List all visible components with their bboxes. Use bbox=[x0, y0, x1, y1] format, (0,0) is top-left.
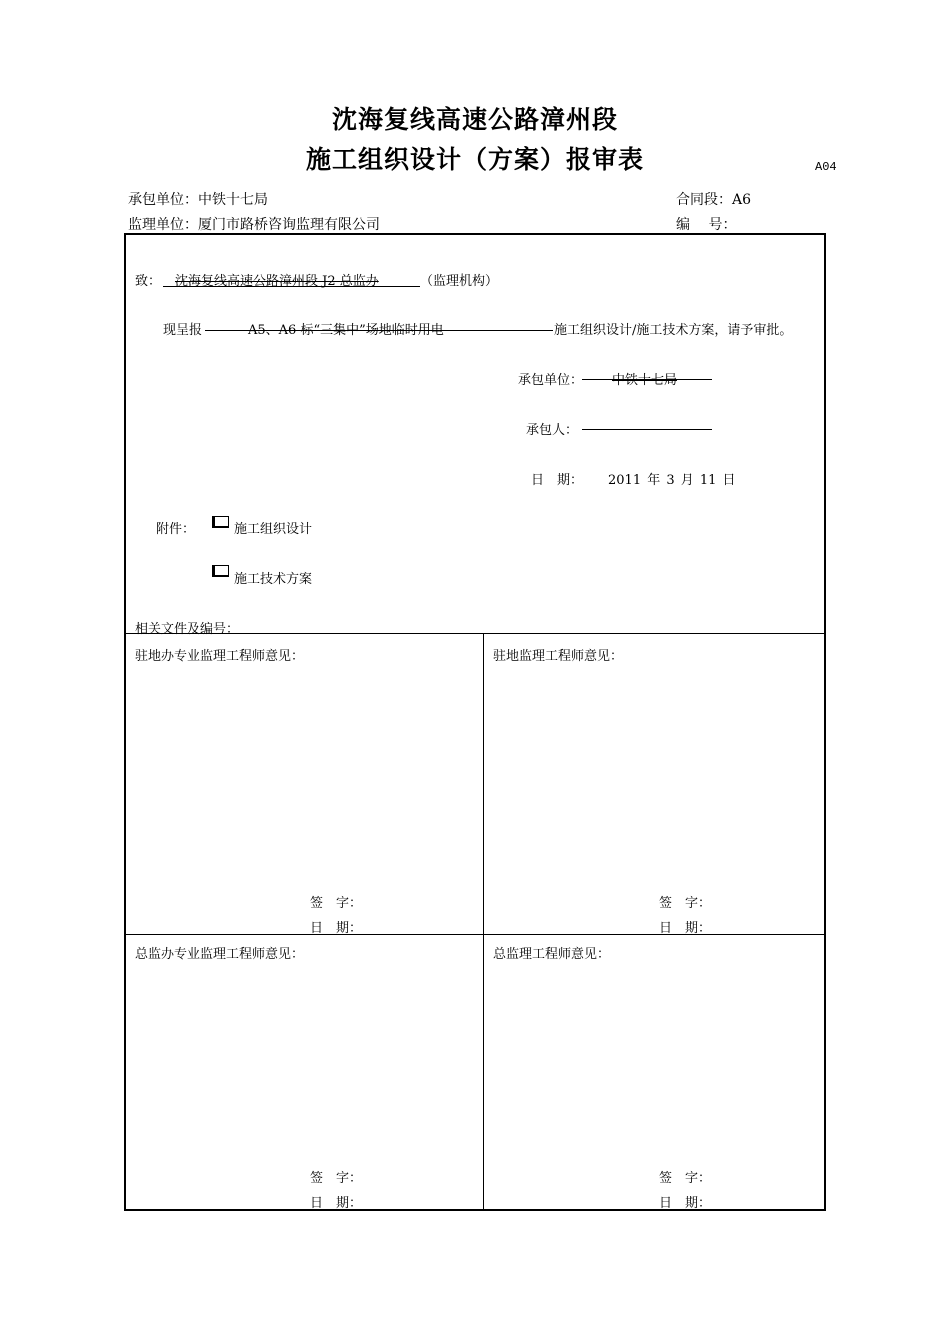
column-divider bbox=[483, 633, 484, 1210]
date-label: 日 期： bbox=[659, 921, 712, 936]
attachment-tech-plan: 施工技术方案 bbox=[234, 572, 313, 587]
sign-label: 签 字： bbox=[310, 1171, 363, 1186]
document-title-line2: 施工组织设计（方案）报审表 bbox=[305, 145, 644, 174]
chief-engineer-opinion-label: 总监理工程师意见： bbox=[493, 947, 611, 962]
contract-section: 合同段：A6 bbox=[676, 192, 752, 208]
resident-engineer-opinion-label: 驻地监理工程师意见： bbox=[493, 649, 624, 664]
section-divider bbox=[125, 934, 825, 935]
to-prefix: 致： bbox=[135, 274, 162, 289]
attachment-checkbox-org-design[interactable] bbox=[212, 516, 229, 528]
form-table bbox=[124, 233, 826, 1211]
attachment-org-design: 施工组织设计 bbox=[234, 522, 313, 537]
contractor-person-signature-line[interactable] bbox=[582, 429, 712, 430]
sign-label: 签 字： bbox=[659, 1171, 712, 1186]
date-label: 日 期： bbox=[659, 1196, 712, 1211]
date-value: 2011 年 3 月 11 日 bbox=[608, 473, 736, 488]
resident-specialist-opinion-label: 驻地办专业监理工程师意见： bbox=[135, 649, 305, 664]
submit-prefix: 现呈报 bbox=[163, 323, 203, 338]
contractor-person-label: 承包人： bbox=[526, 423, 579, 438]
contractor-unit-header: 承包单位：中铁十七局 bbox=[128, 192, 268, 208]
document-title-line1: 沈海复线高速公路漳州段 bbox=[331, 105, 618, 134]
submit-underline bbox=[205, 330, 553, 331]
to-value: 沈海复线高速公路漳州段 J2 总监办 bbox=[175, 274, 379, 289]
chief-specialist-opinion-label: 总监办专业监理工程师意见： bbox=[135, 947, 305, 962]
to-underline bbox=[163, 286, 420, 287]
supervisor-unit-header: 监理单位：厦门市路桥咨询监理有限公司 bbox=[128, 217, 380, 233]
sign-label: 签 字： bbox=[659, 896, 712, 911]
contractor-unit-underline bbox=[582, 379, 712, 380]
date-label: 日 期： bbox=[531, 473, 584, 488]
submit-suffix: 施工组织设计/施工技术方案，请予审批。 bbox=[554, 323, 793, 338]
attachment-label: 附件： bbox=[156, 522, 196, 537]
contractor-unit-value: 中铁十七局 bbox=[612, 373, 678, 388]
date-label: 日 期： bbox=[310, 1196, 363, 1211]
to-suffix: （监理机构） bbox=[420, 274, 499, 289]
date-label: 日 期： bbox=[310, 921, 363, 936]
sign-label: 签 字： bbox=[310, 896, 363, 911]
contractor-unit-label: 承包单位： bbox=[518, 373, 584, 388]
submit-value: A5、A6 标“三集中”场地临时用电 bbox=[248, 323, 444, 338]
related-docs-label: 相关文件及编号： bbox=[135, 622, 240, 637]
attachment-checkbox-tech-plan[interactable] bbox=[212, 565, 229, 577]
document-number: 编 号： bbox=[676, 217, 737, 233]
form-code: A04 bbox=[815, 160, 837, 174]
